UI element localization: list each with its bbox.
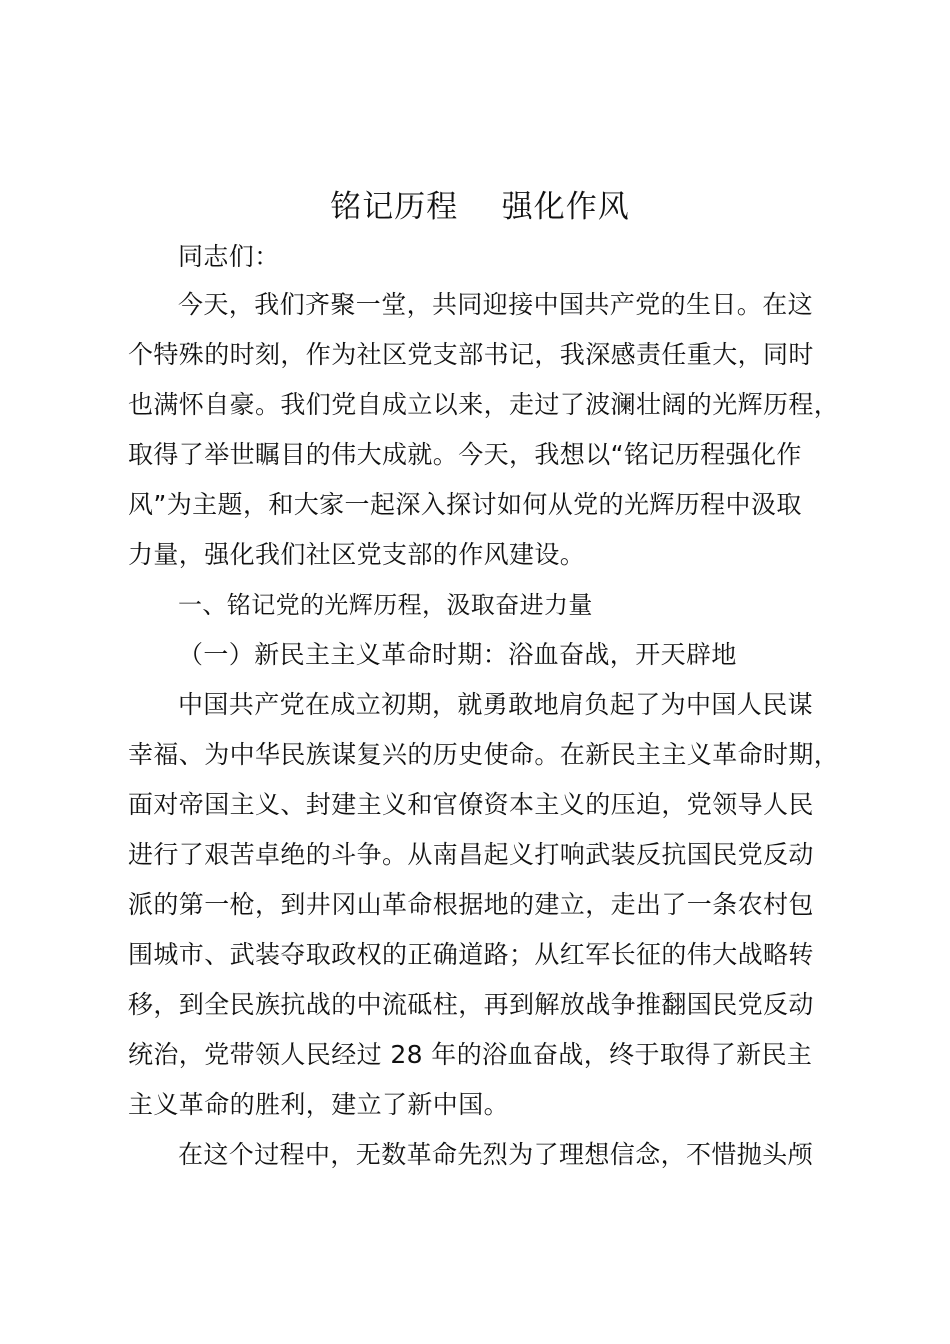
paragraph-line: 个特殊的时刻，作为社区党支部书记，我深感责任重大，同时 [128, 340, 814, 369]
paragraph-line: 取得了举世瞩目的伟大成就。今天，我想以“铭记历程强化作 [128, 440, 802, 469]
paragraph-line: 主义革命的胜利，建立了新中国。 [128, 1090, 510, 1119]
paragraph-line: 围城市、武装夺取政权的正确道路；从红军长征的伟大战略转 [128, 940, 814, 969]
paragraph-line: 进行了艰苦卓绝的斗争。从南昌起义打响武装反抗国民党反动 [128, 840, 814, 869]
paragraph-line: 力量，强化我们社区党支部的作风建设。 [128, 540, 586, 569]
paragraph-line: 在这个过程中，无数革命先烈为了理想信念，不惜抛头颅 [178, 1140, 814, 1169]
paragraph-line: 面对帝国主义、封建主义和官僚资本主义的压迫，党领导人民 [128, 790, 814, 819]
paragraph-line: 幸福、为中华民族谋复兴的历史使命。在新民主主义革命时期， [128, 740, 840, 769]
paragraph-line: 统治，党带领人民经过 28 年的浴血奋战，终于取得了新民主 [128, 1040, 813, 1069]
section-heading: 一、铭记党的光辉历程，汲取奋进力量 [178, 591, 593, 619]
greeting: 同志们： [178, 242, 280, 271]
paragraph-line: 中国共产党在成立初期，就勇敢地肩负起了为中国人民谋 [178, 690, 814, 719]
paragraph-line: 移，到全民族抗战的中流砥柱，再到解放战争推翻国民党反动 [128, 990, 814, 1019]
paragraph-line: 派的第一枪，到井冈山革命根据地的建立，走出了一条农村包 [128, 890, 814, 919]
paragraph-line: 今天，我们齐聚一堂，共同迎接中国共产党的生日。在这 [178, 290, 814, 319]
document-title: 铭记历程 强化作风 [330, 189, 630, 225]
paragraph-line: 也满怀自豪。我们党自成立以来，走过了波澜壮阔的光辉历程， [128, 390, 840, 419]
paragraph-line: 风”为主题，和大家一起深入探讨如何从党的光辉历程中汲取 [128, 490, 802, 519]
subsection-heading: （一）新民主主义革命时期：浴血奋战，开天辟地 [178, 640, 737, 669]
